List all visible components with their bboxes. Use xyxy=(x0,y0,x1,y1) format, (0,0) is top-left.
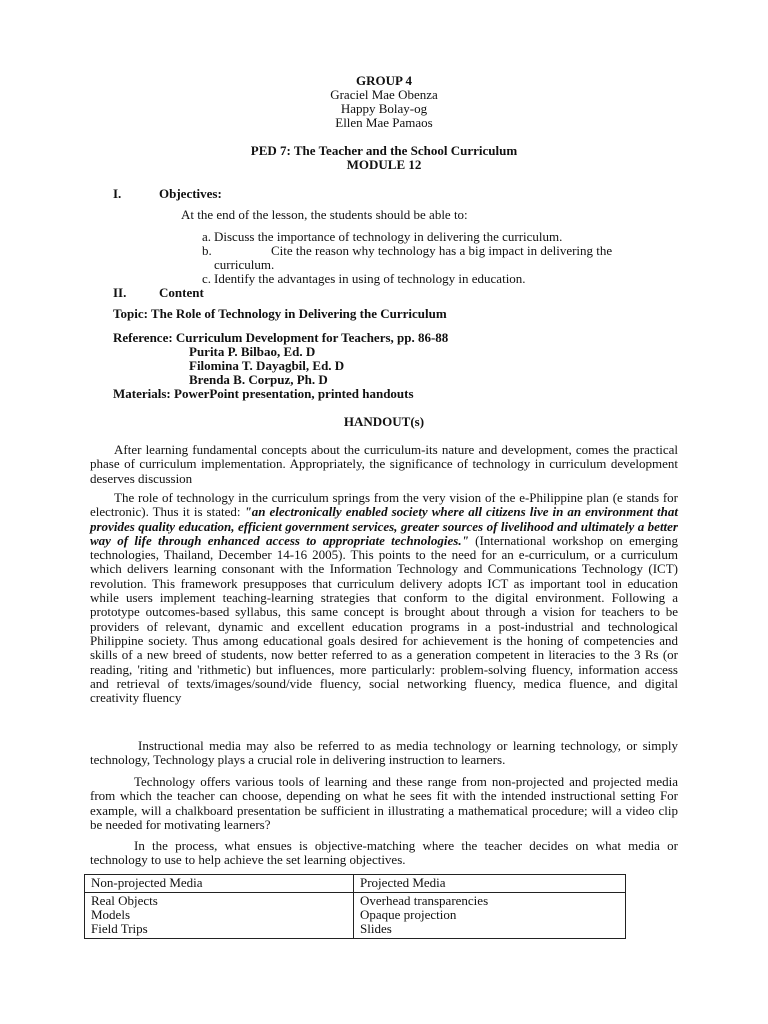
table-header: Non-projected Media xyxy=(85,875,354,893)
objectives-intro: At the end of the lesson, the students should be able to: xyxy=(181,207,468,222)
author-name: Purita P. Bilbao, Ed. D xyxy=(189,344,316,359)
topic-line: Topic: The Role of Technology in Delivering the Curriculum xyxy=(113,306,447,321)
paragraph-text: After learning fundamental concepts about the curriculum-its nature and development, comes the practical phase of curriculum implementation. Appropriately, the significance of technology in curriculum development deserves discussion xyxy=(90,442,678,486)
course-title: PED 7: The Teacher and the School Curriculum xyxy=(250,143,518,158)
media-table xyxy=(84,874,626,939)
objective-marker: c. xyxy=(202,271,212,286)
paragraph-body: (International workshop on emerging technologies, Thailand, December 14-16 2005). This points to the need for an e-curriculum, or a curriculum which delivers learning consonant with the Information Technology and Communications Technology (ICT) revolution. This framework presupposes that curriculum delivery adopts ICT as important tool in education while users implement teaching-learning strategies that conform to the digital environment. Following a prototype outcomes-based syllabus, this same concept is brought about through a vision for teachers to be providers of relevant, dynamic and excellent education programs in a post-industrial and technological Philippine society. Thus among educational goals desired for achievement is the honing of competencies and skills of a new breed of students, now better referred to as a generation competent in literacies to the 3 Rs (or reading, 'riting and 'rithmetic) but influences, more particularly: problem-solving fluency, information access and retrieval of texts/images/sound/vide fluency, social networking fluency, medica fluence, and digital creativity fluency xyxy=(90,532,678,706)
e-philippine-quote: "an electronically enabled society where all citizens live in an environment that provides quality education, efficient government services, greater sources of livelihood and ultimately a better way of life through enhanced access to appropriate technologies." xyxy=(90,504,678,548)
member-name: Happy Bolay-og xyxy=(340,101,428,116)
objective-text: Discuss the importance of technology in delivering the curriculum. xyxy=(214,229,563,244)
table-cell xyxy=(354,893,626,939)
list-item: Real Objects xyxy=(91,893,158,908)
handout-paragraph-1 xyxy=(90,443,678,486)
objective-marker: a. xyxy=(202,229,212,244)
objectives-heading: Objectives: xyxy=(159,186,222,201)
table-row xyxy=(85,893,626,939)
list-item: Opaque projection xyxy=(360,907,457,922)
handout-paragraph-2 xyxy=(90,491,678,705)
section-number: II. xyxy=(113,285,127,300)
paragraph-lead: The role of technology in the curriculum springs from the very vision of the e-Philippine plan (e stands for electronic). Thus it is stated: xyxy=(90,490,678,520)
section-number: I. xyxy=(113,186,122,201)
list-item: Models xyxy=(91,907,130,922)
module-title: MODULE 12 xyxy=(346,157,422,172)
table-cell xyxy=(85,893,354,939)
content-heading: Content xyxy=(159,285,204,300)
reference-label: Reference: xyxy=(113,330,176,345)
member-name: Graciel Mae Obenza xyxy=(330,87,438,102)
paragraph-text: In the process, what ensues is objective-matching where the teacher decides on what media or technology to use to help achieve the set learning objectives. xyxy=(90,838,678,868)
paragraph-text: Instructional media may also be referred to as media technology or learning technology, or simply technology, Technology plays a crucial role in delivering instruction to learners. xyxy=(90,738,678,768)
member-name: Ellen Mae Pamaos xyxy=(335,115,433,130)
author-name: Filomina T. Dayagbil, Ed. D xyxy=(189,358,345,373)
handout-paragraph-3 xyxy=(90,739,678,768)
paragraph-text: Technology offers various tools of learning and these range from non-projected and projected media from which the teacher can choose, depending on what he sees fit with the intended instructional setting For example, will a chalkboard presentation be sufficient in illustrating a mathematical procedure; will a video clip be needed for motivating learners? xyxy=(90,774,678,832)
handout-title: HANDOUT(s) xyxy=(343,414,425,429)
author-name: Brenda B. Corpuz, Ph. D xyxy=(189,372,328,387)
objective-marker: b. xyxy=(202,243,212,258)
reference-line xyxy=(113,331,448,345)
objective-text-cont: curriculum. xyxy=(214,257,275,272)
paragraph-text xyxy=(90,491,678,705)
handout-paragraph-5 xyxy=(90,839,678,868)
reference-text: Curriculum Development for Teachers, pp. 86-88 xyxy=(175,330,449,345)
list-item: Overhead transparencies xyxy=(360,893,489,908)
objective-text: Cite the reason why technology has a big impact in delivering the xyxy=(271,243,613,258)
handout-paragraph-4 xyxy=(90,775,678,832)
objective-text: Identify the advantages in using of technology in education. xyxy=(214,271,526,286)
materials-line: Materials: PowerPoint presentation, printed handouts xyxy=(113,386,414,401)
list-item: Slides xyxy=(360,921,392,936)
table-header-row xyxy=(85,875,626,893)
group-title: GROUP 4 xyxy=(356,73,412,88)
list-item: Field Trips xyxy=(91,921,148,936)
table-header: Projected Media xyxy=(354,875,626,893)
